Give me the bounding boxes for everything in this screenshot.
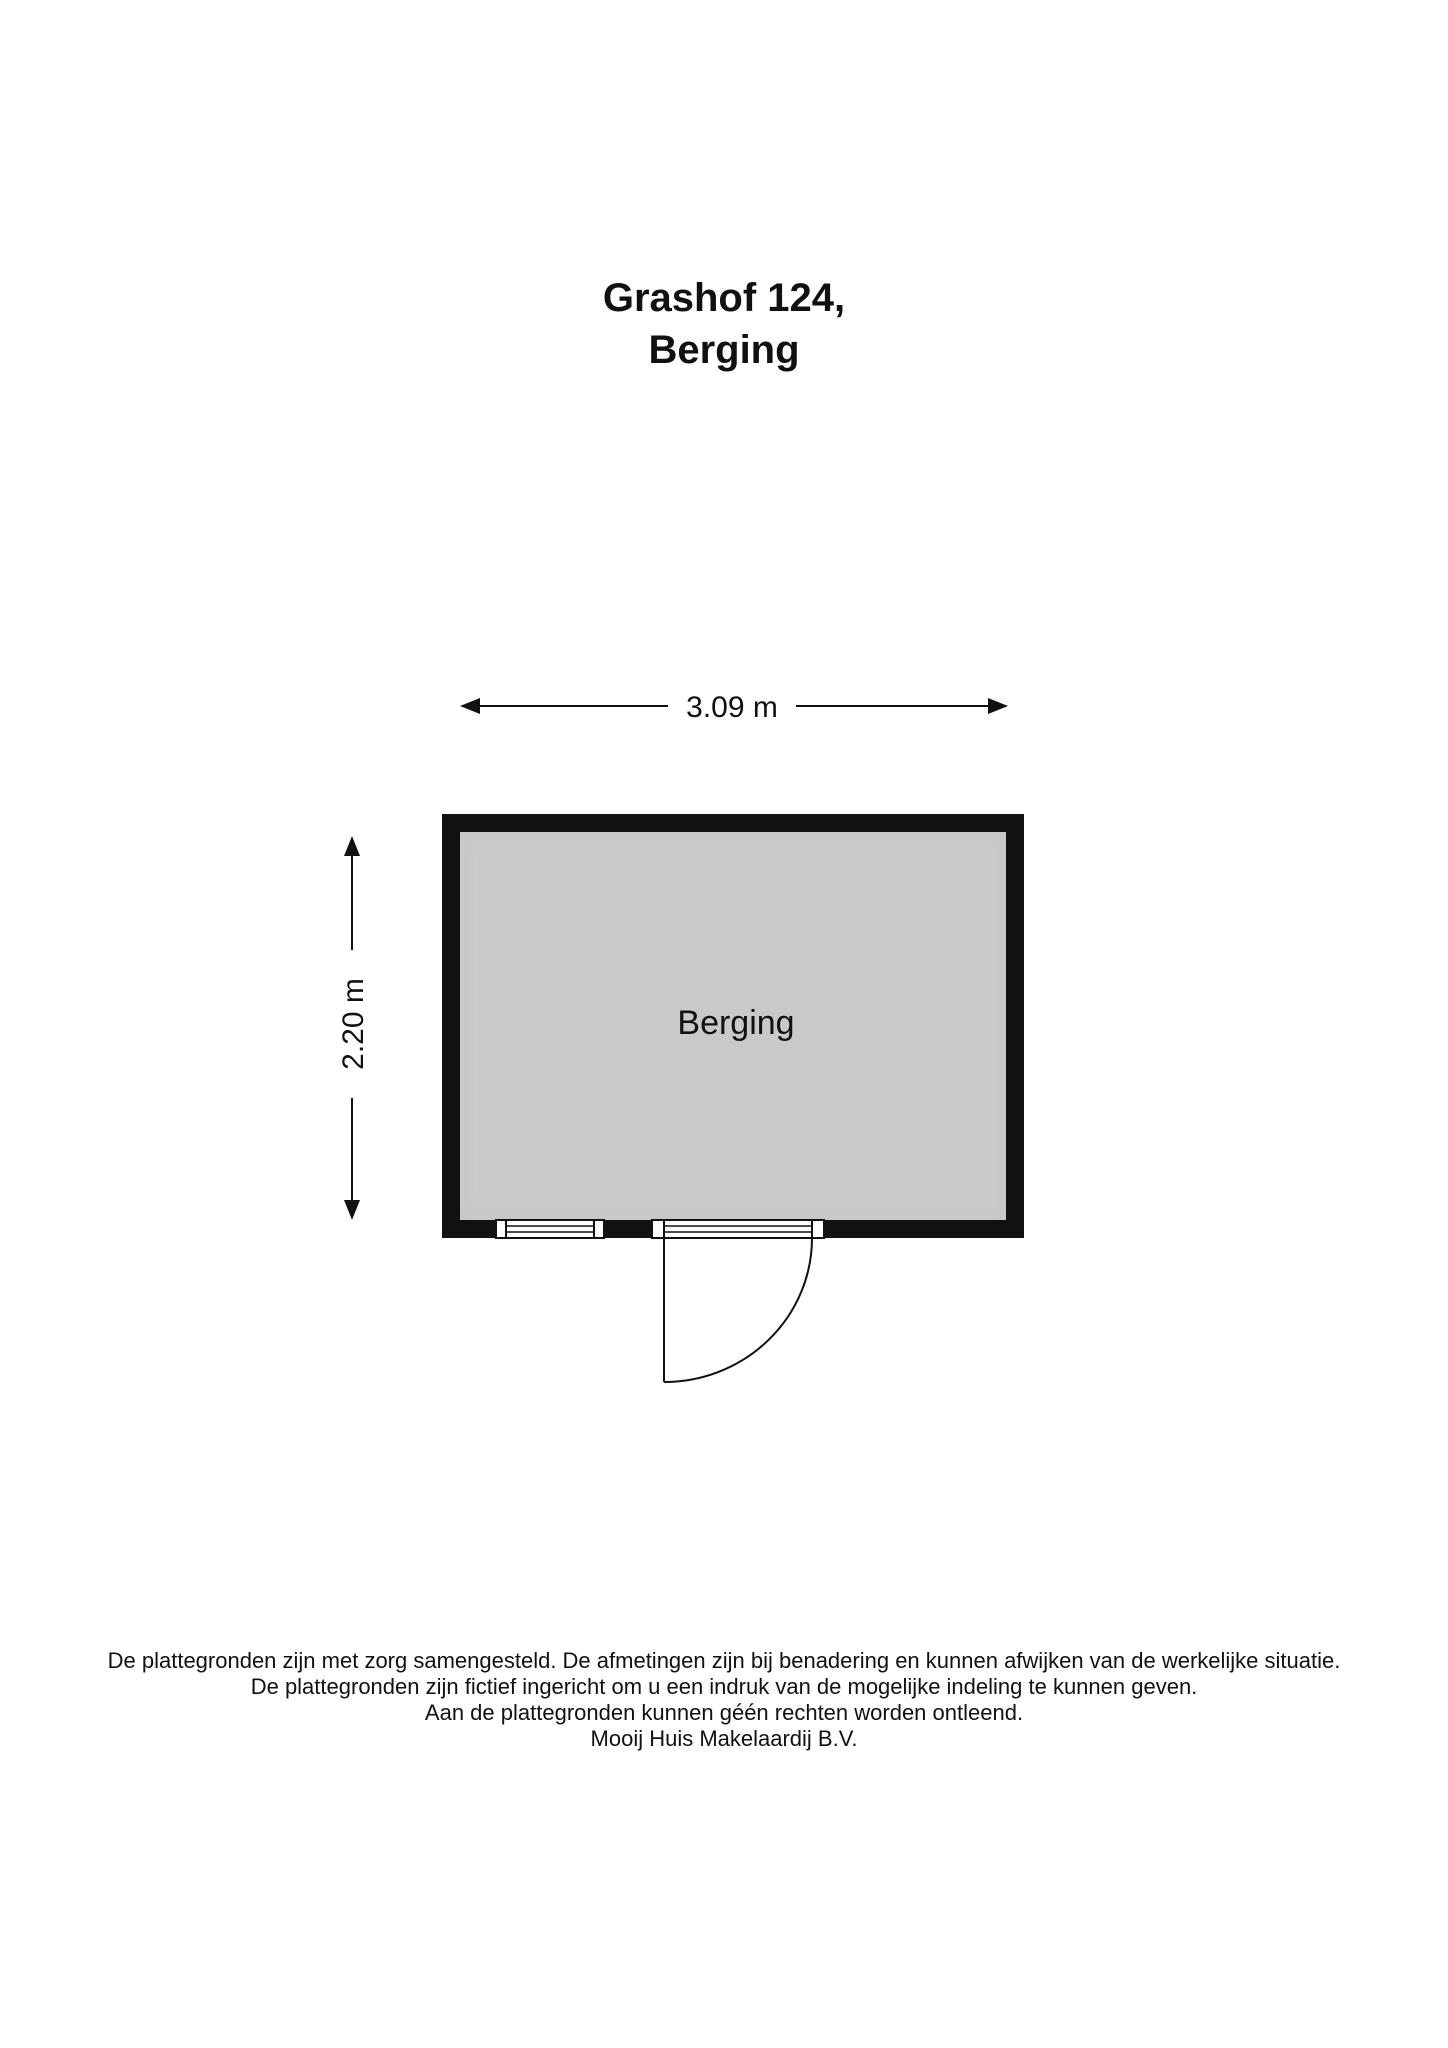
disclaimer — [0, 1648, 1448, 1752]
disclaimer-line-3: Aan de plattegronden kunnen géén rechten worden ontleend. — [424, 1700, 1024, 1725]
height-dimension-label: 2.20 m — [337, 978, 370, 1070]
height-dimension — [337, 838, 370, 1218]
room-berging — [442, 814, 1024, 1382]
door-opening — [652, 1220, 824, 1238]
room-label: Berging — [677, 1004, 795, 1042]
door-swing-arc — [664, 1238, 812, 1382]
window-opening — [496, 1220, 604, 1238]
title-address: Grashof 124, — [602, 276, 846, 320]
door — [652, 1220, 824, 1382]
disclaimer-line-2: De plattegronden zijn fictief ingericht om u een indruk van de mogelijke indeling te kunnen geven. — [250, 1674, 1198, 1699]
company-name: Mooij Huis Makelaardij B.V. — [590, 1726, 858, 1751]
width-dimension-label: 3.09 m — [686, 691, 778, 724]
width-dimension — [462, 691, 1006, 724]
disclaimer-line-1: De plattegronden zijn met zorg samengesteld. De afmetingen zijn bij benadering en kunnen afwijken van de werkelijke situatie. — [107, 1648, 1341, 1673]
window — [496, 1220, 604, 1238]
title-subtitle: Berging — [648, 328, 800, 372]
